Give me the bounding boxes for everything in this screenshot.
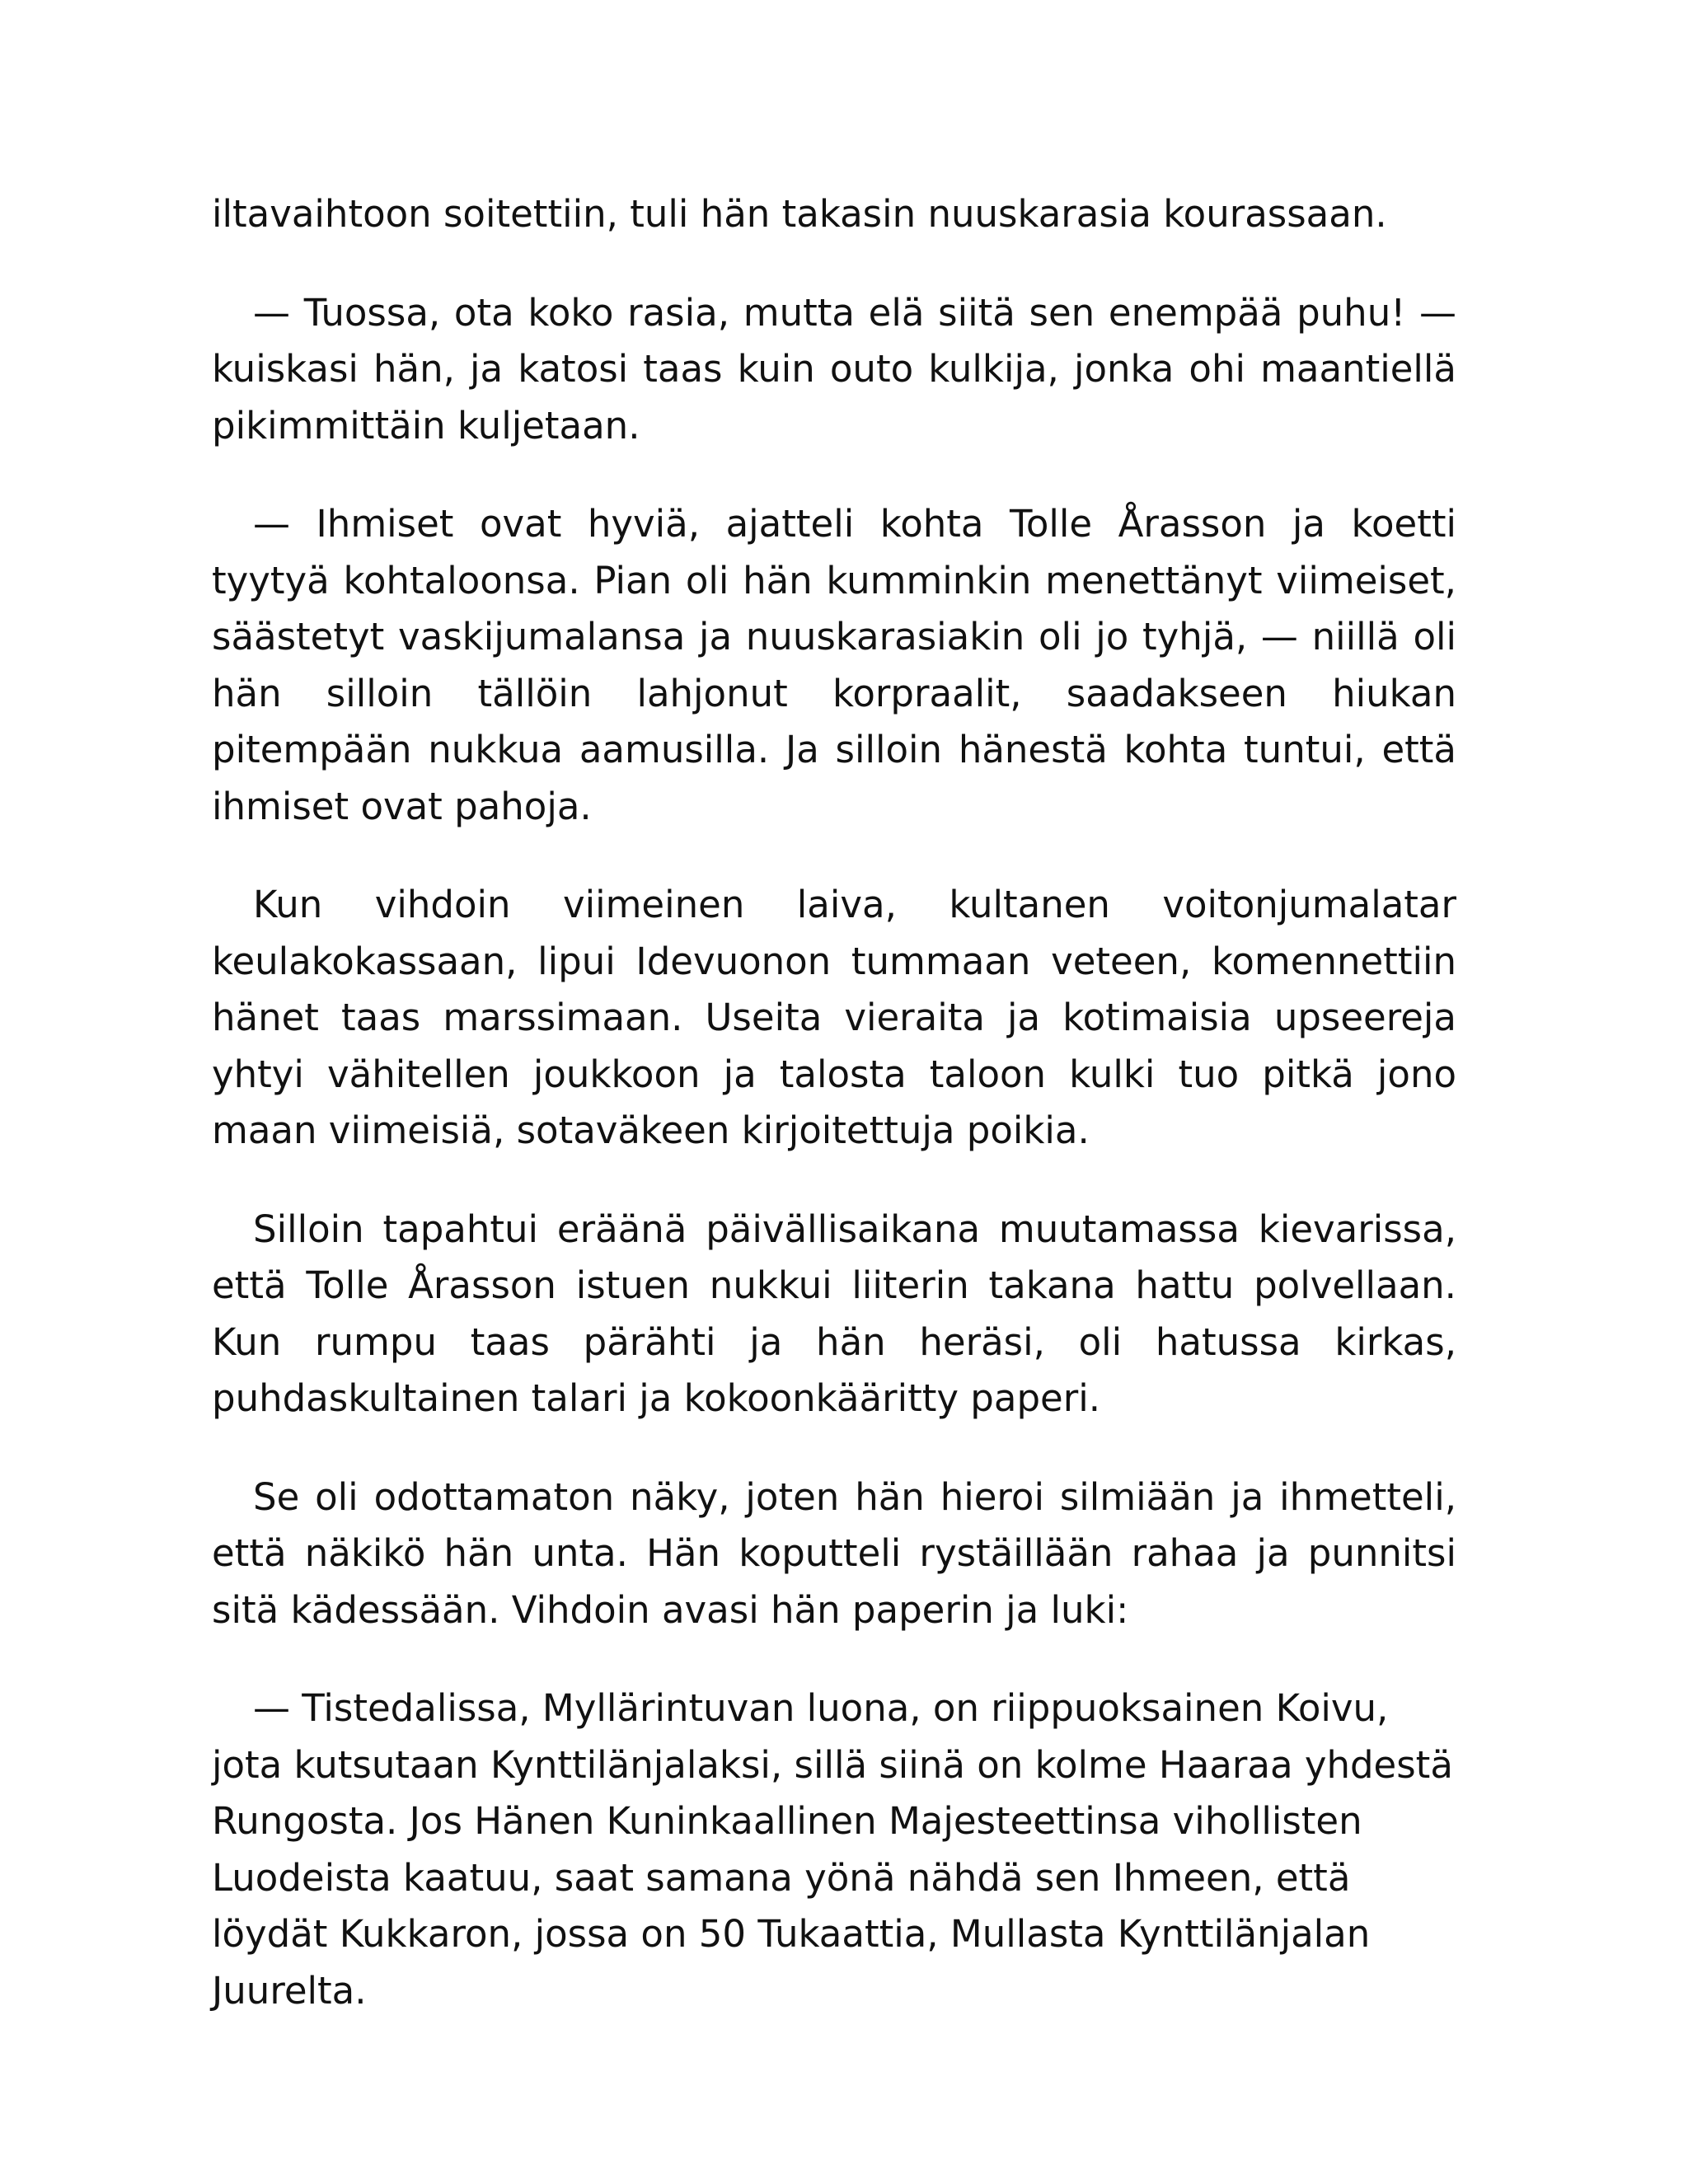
paragraph: — Tistedalissa, Myllärintuvan luona, on riippuoksainen Koivu, jota kutsutaan Kynttilänjalaksi, sillä siinä on kolme Haaraa yhdestä Rungosta. Jos Hänen Kuninkaallinen Majesteettinsa vihollisten Luodeista kaatuu, saat samana yönä nähdä sen Ihmeen, että löydät Kukkaron, jossa on 50 Tukaattia, Mullasta Kynttilänjalan Juurelta. (212, 1686, 1453, 2013)
paragraph: iltavaihtoon soitettiin, tuli hän takasin nuuskarasia kourassaan. (212, 192, 1387, 236)
paragraph: Se oli odottamaton näky, joten hän hieroi silmiään ja ihmetteli, että näkikö hän unta. Hän koputteli rystäillään rahaa ja punnitsi sitä kädessään. Vihdoin avasi hän paperin ja luki: (212, 1474, 1456, 1632)
book-page (212, 186, 1456, 2061)
paragraph: Silloin tapahtui eräänä päivällisaikana muutamassa kievarissa, että Tolle Årasson istuen nukkui liiterin takana hattu polvellaan. Kun rumpu taas pärähti ja hän heräsi, oli hatussa kirkas, puhdaskultainen talari ja kokoonkääritty paperi. (212, 1207, 1456, 1420)
paragraph: — Tuossa, ota koko rasia, mutta elä siitä sen enempää puhu! — kuiskasi hän, ja katosi taas kuin outo kulkija, jonka ohi maantiellä pikimmittäin kuljetaan. (212, 290, 1456, 448)
paragraph: — Ihmiset ovat hyviä, ajatteli kohta Tolle Årasson ja koetti tyytyä kohtaloonsa. Pian oli hän kumminkin menettänyt viimeiset, säästetyt vaskijumalansa ja nuuskarasiakin oli jo tyhjä, — niillä oli hän silloin tällöin lahjonut korpraalit, saadakseen hiukan pitempään nukkua aamusilla. Ja silloin hänestä kohta tuntui, että ihmiset ovat pahoja. (212, 502, 1456, 828)
paragraph: Kun vihdoin viimeinen laiva, kultanen voitonjumalatar keulakokassaan, lipui Idevuonon tummaan veteen, komennettiin hänet taas marssimaan. Useita vieraita ja kotimaisia upseereja yhtyi vähitellen joukkoon ja talosta taloon kulki tuo pitkä jono maan viimeisiä, sotaväkeen kirjoitettuja poikia. (212, 883, 1456, 1152)
